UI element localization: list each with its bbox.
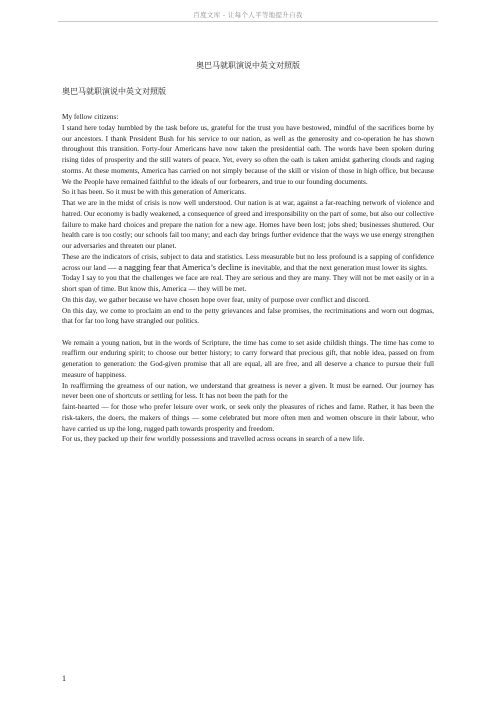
library-banner: 百度文库 - 让每个人平等地提升自我 — [193, 11, 303, 19]
header-divider — [58, 21, 438, 22]
paragraph: In reaffirming the greatness of our nation, we understand that greatness is never a given. It must be earned. Our journey has never been one of shortcuts or settling for less. It has not been the path for the — [62, 381, 434, 401]
paragraph-text: These are the indicators of crisis, subject to data and statistics. Less measurable but no less profound is a sapping of confidence across our land — [62, 252, 434, 272]
document-subtitle: 奥巴马就职演说中英文对照版 — [62, 87, 166, 96]
paragraph: So it has been. So it must be with this generation of Americans. — [62, 188, 247, 197]
paragraph — [62, 252, 434, 274]
paragraph-text-larger: — a nagging fear that America’s decline is — [105, 262, 250, 272]
paragraph: I stand here today humbled by the task before us, grateful for the trust you have bestowed, mindful of the sacrifices borne by our ancestors. I thank President Bush for his service to our nation, as well as the generosity and co-operation he has shown throughout this transition. Forty-four Americans have now taken the presidential oath. The words have been spoken during rising tides of prosperity and the still waters of peace. Yet, every so often the oath is taken amidst gathering clouds and raging storms. At these moments, America has carried on not simply because of the skill or vision of those in high office, but because We the People have remained faithful to the ideals of our forbearers, and true to our founding documents. — [62, 123, 434, 186]
paragraph: For us, they packed up their few worldly possessions and travelled across oceans in search of a new life. — [62, 435, 365, 444]
page-number: 1 — [62, 674, 66, 683]
document-title: 奥巴马就职演说中英文对照版 — [196, 61, 300, 70]
paragraph: We remain a young nation, but in the words of Scripture, the time has come to set aside childish things. The time has come to reaffirm our enduring spirit; to choose our better history; to carry forward that precious gift, that noble idea, passed on from generation to generation: the God-given promise that all are equal, all are free, and all deserve a chance to pursue their full measure of happiness. — [62, 338, 434, 379]
paragraph: faint-hearted — for those who prefer leisure over work, or seek only the pleasures of riches and fame. Rather, it has been the risk-takers, the doers, the makers of things — some celebrated but more often men and women obscure in their labour, who have carried us up the long, rugged path towards prosperity and freedom. — [62, 403, 434, 433]
document-body — [62, 112, 434, 445]
paragraph-text: inevitable, and that the next generation must lower its sights. — [249, 263, 428, 272]
paragraph: On this day, we gather because we have chosen hope over fear, unity of purpose over conflict and discord. — [62, 295, 370, 304]
paragraph: That we are in the midst of crisis is now well understood. Our nation is at war, against a far-reaching network of violence and hatred. Our economy is badly weakened, a consequence of greed and irresponsibility on the part of some, but also our collective failure to make hard choices and prepare the nation for a new age. Homes have been lost; jobs shed; businesses shuttered. Our health care is too costly; our schools fail too many; and each day brings further evidence that the ways we use energy strengthen our adversaries and threaten our planet. — [62, 199, 434, 250]
salutation: My fellow citizens: — [62, 113, 119, 121]
paragraph: Today I say to you that the challenges we face are real. They are serious and they are many. They will not be met easily or in a short span of time. But know this, America — they will be met. — [62, 274, 434, 293]
paragraph: On this day, we come to proclaim an end to the petty grievances and false promises, the recriminations and worn out dogmas, that for far too long have strangled our politics. — [62, 306, 434, 326]
